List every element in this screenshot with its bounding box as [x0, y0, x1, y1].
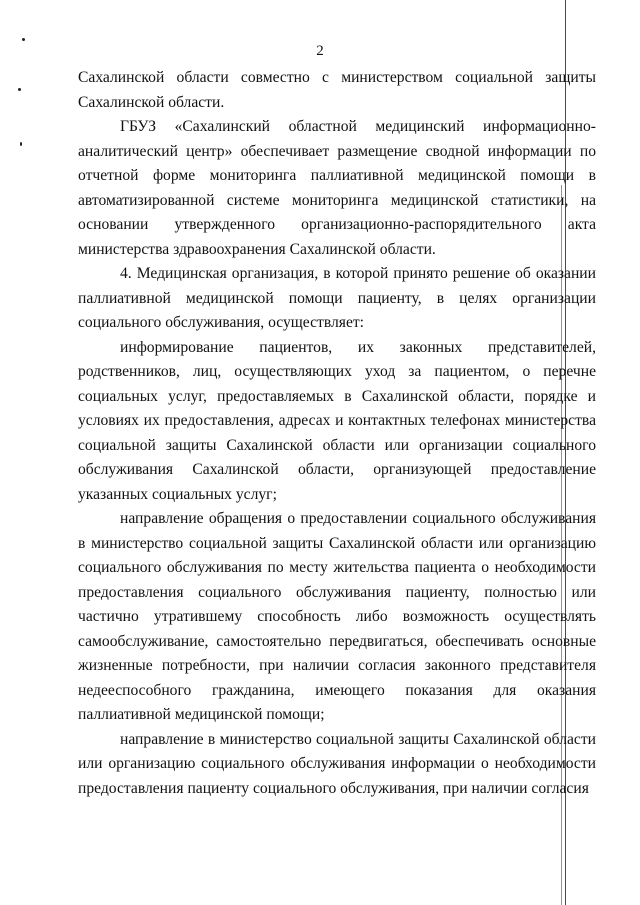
paragraph: информирование пациентов, их законных представителей, родственников, лиц, осуществляющих уход за пациентом, о перечне социальных услуг, предоставляемых в Сахалинской области, порядке и условиях их предоставления, адресах и контактных телефонах министерства социальной защиты Сахалинской области или организации социального обслуживания Сахалинской области, организующей предоставление указанных социальных услуг;: [78, 338, 596, 503]
paragraph: направление обращения о предоставлении социального обслуживания в министерство социальной защиты Сахалинской области или организацию социального обслуживания по месту жительства пациента о необходимости предоставления социального обслуживания пациенту, полностью или частично утратившему способность либо возможность осуществлять самообслуживание, самостоятельно передвигаться, обеспечивать основные жизненные потребности, при наличии согласия законного представителя недееспособного гражданина, имеющего показания для оказания паллиативной медицинской помощи;: [78, 510, 596, 723]
paragraph: Сахалинской области совместно с министерством социальной защиты Сахалинской области.: [78, 69, 596, 111]
paragraph: ГБУЗ «Сахалинский областной медицинский информационно-аналитический центр» обеспечивает размещение сводной информации по отчетной форме мониторинга паллиативной медицинской помощи в автоматизированной системе мониторинга медицинской статистики, на основании утвержденного организационно-распорядительного акта министерства здравоохранения Сахалинской области.: [78, 118, 596, 258]
document-body: [78, 66, 596, 801]
scan-dot-mark: [20, 142, 22, 146]
scan-dot-mark: [22, 38, 25, 41]
paragraph: направление в министерство социальной защиты Сахалинской области или организацию социального обслуживания информации о необходимости предоставления пациенту социального обслуживания, при наличии согласия: [78, 730, 596, 797]
page-number: 2: [316, 43, 324, 59]
paragraph: 4. Медицинская организация, в которой принято решение об оказании паллиативной медицинской помощи пациенту, в целях организации социального обслуживания, осуществляет:: [78, 265, 596, 331]
scan-dot-mark: [18, 88, 21, 91]
